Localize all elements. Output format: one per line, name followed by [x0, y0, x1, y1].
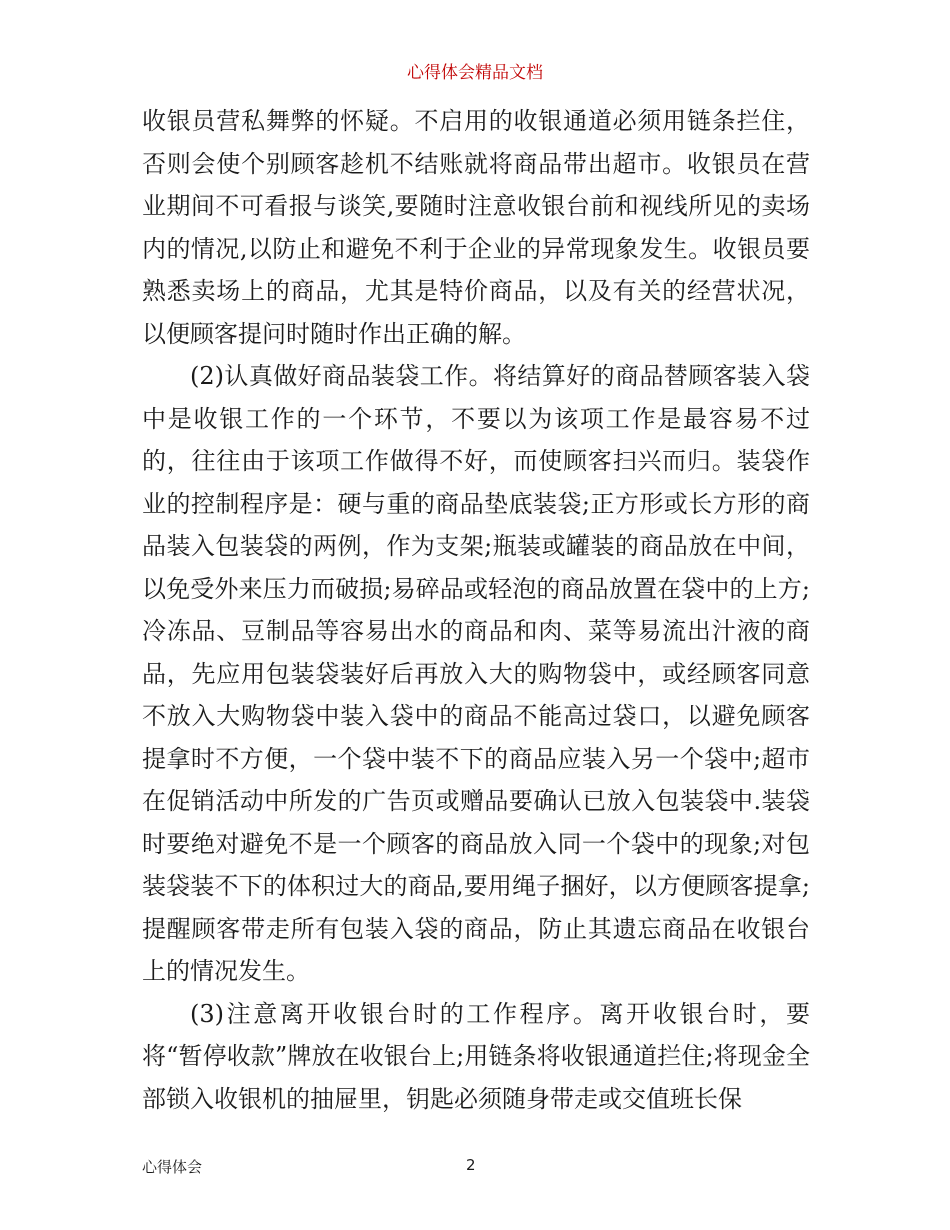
paragraph-3: (3)注意离开收银台时的工作程序。离开收银台时，要将“暂停收款”牌放在收银台上;用链条将收银通道拦住;将现金全部锁入收银机的抽屉里，钥匙必须随身带走或交值班长保 — [142, 999, 810, 1113]
paragraph-1: 收银员营私舞弊的怀疑。不启用的收银通道必须用链条拦住，否则会使个别顾客趁机不结账就将商品带出超市。收银员在营业期间不可看报与谈笑,要随时注意收银台前和视线所见的卖场内的情况,以防止和避免不利于企业的异常现象发生。收银员要熟悉卖场上的商品，尤其是特价商品，以及有关的经营状况，以便顾客提问时随时作出正确的解。 — [142, 107, 810, 348]
document-body — [142, 100, 810, 1120]
document-header-title: 心得体会精品文档 — [407, 63, 543, 83]
paragraph-2: (2)认真做好商品装袋工作。将结算好的商品替顾客装入袋中是收银工作的一个环节，不要以为该项工作是最容易不过的，往往由于该项工作做得不好，而使顾客扫兴而归。装袋作业的控制程序是：硬与重的商品垫底装袋;正方形或长方形的商品装入包装袋的两例，作为支架;瓶装或罐装的商品放在中间，以免受外来压力而破损;易碎品或轻泡的商品放置在袋中的上方;冷冻品、豆制品等容易出水的商品和肉、菜等易流出汁液的商品，先应用包装袋装好后再放入大的购物袋中，或经顾客同意不放入大购物袋中装入袋中的商品不能高过袋口，以避免顾客提拿时不方便，一个袋中装不下的商品应装入另一个袋中;超市在促销活动中所发的广告页或赠品要确认已放入包装袋中.装袋时要绝对避免不是一个顾客的商品放入同一个袋中的现象;对包装袋装不下的体积过大的商品,要用绳子捆好，以方便顾客提拿;提醒顾客带走所有包装入袋的商品，防止其遗忘商品在收银台上的情况发生。 — [142, 362, 810, 985]
page-number: 2 — [466, 1156, 476, 1174]
footer-label: 心得体会 — [142, 1158, 203, 1176]
